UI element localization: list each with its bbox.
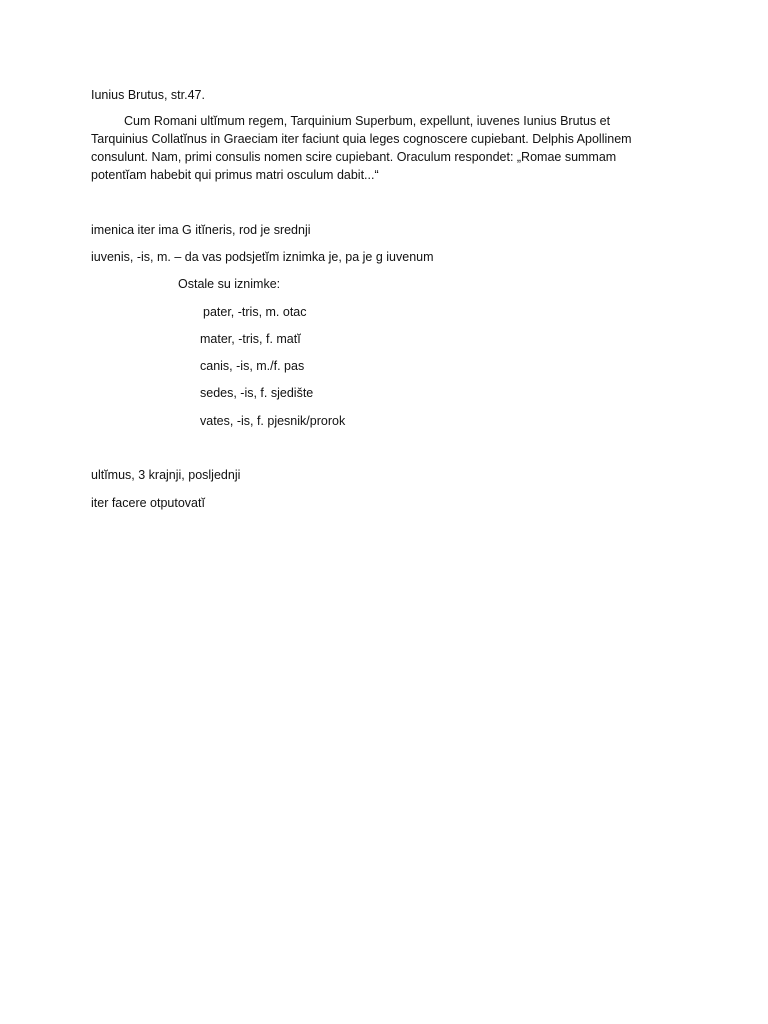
note-iter: imenica iter ima G itĭneris, rod je srednji bbox=[91, 223, 311, 237]
paragraph-line: consulunt. Nam, primi consulis nomen scire cupiebant. Oraculum respondet: „Romae summam bbox=[91, 150, 617, 164]
exception-item: pater, -tris, m. otac bbox=[203, 305, 307, 319]
exception-item: sedes, -is, f. sjedište bbox=[200, 386, 314, 400]
document-heading: Iunius Brutus, str.47. bbox=[91, 88, 205, 102]
paragraph-line: Cum Romani ultĭmum regem, Tarquinium Superbum, expellunt, iuvenes Iunius Brutus et bbox=[124, 114, 611, 128]
exception-item: mater, -tris, f. matĭ bbox=[200, 332, 301, 346]
paragraph-line: potentĭam habebit qui primus matri osculum dabit...“ bbox=[91, 168, 379, 182]
exception-item: canis, -is, m./f. pas bbox=[200, 359, 305, 373]
note-iter-facere: iter facere otputovatĭ bbox=[91, 496, 205, 510]
latin-paragraph bbox=[91, 112, 676, 184]
exceptions-title: Ostale su iznimke: bbox=[178, 277, 281, 291]
exception-item: vates, -is, f. pjesnik/prorok bbox=[200, 414, 346, 428]
paragraph-line: Tarquinius Collatĭnus in Graeciam iter faciunt quia leges cognoscere cupiebant. Delphis Apollinem bbox=[91, 132, 632, 146]
note-ultimus: ultĭmus, 3 krajnji, posljednji bbox=[91, 468, 241, 482]
note-iuvenis: iuvenis, -is, m. – da vas podsjetĭm iznimka je, pa je g iuvenum bbox=[91, 250, 434, 264]
